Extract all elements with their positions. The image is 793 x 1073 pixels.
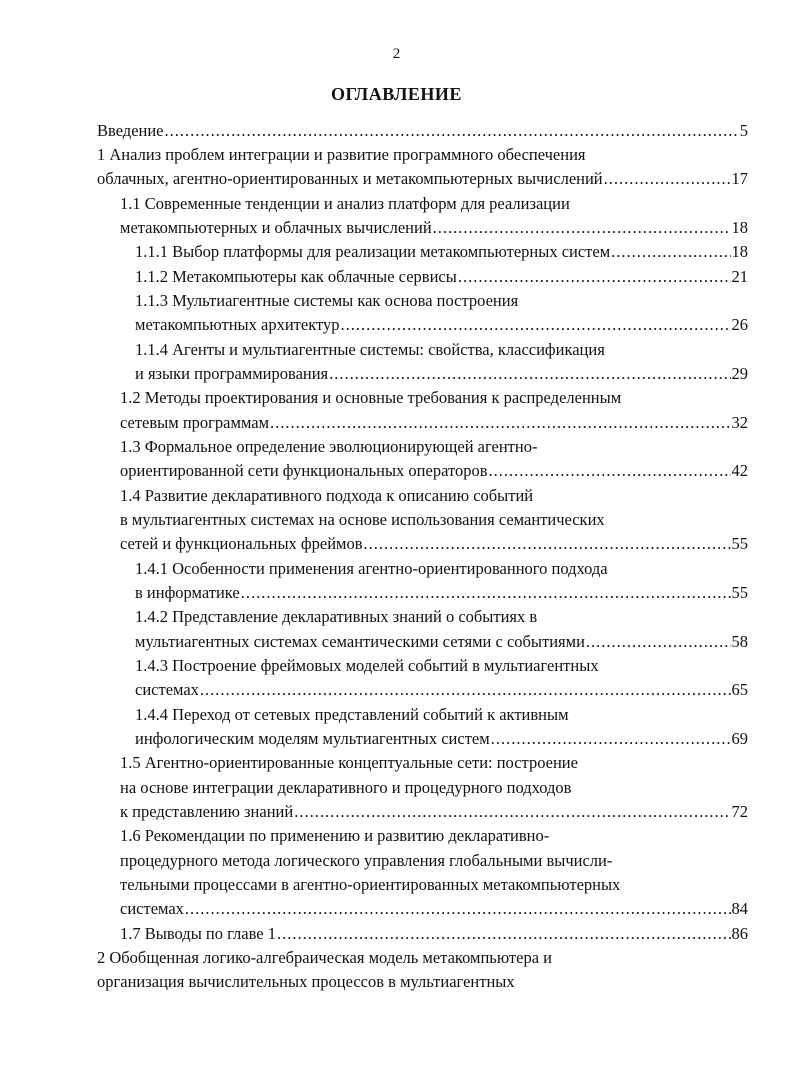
toc-entry-page: 58 [731, 632, 748, 651]
toc-entry-text: 1.1 Современные тенденции и анализ платформ для реализации [120, 194, 570, 213]
toc-entry-text: метакомпьютных архитектур [135, 315, 340, 334]
toc-entry-text: 1.2 Методы проектирования и основные требования к распределенным [120, 388, 622, 407]
toc-entry-text: 1.4 Развитие декларативного подхода к описанию событий [120, 486, 534, 505]
dot-leader [165, 119, 739, 143]
toc-entry-text: ориентированной сети функциональных операторов [120, 461, 488, 480]
toc-entry-text: тельными процессами в агентно-ориентированных метакомпьютерных [120, 875, 621, 894]
toc-entry-text: 1.1.1 Выбор платформы для реализации метакомпьютерных систем [135, 242, 611, 261]
toc-entry-text: 1.4.3 Построение фреймовых моделей событий в мультиагентных [135, 656, 599, 675]
dot-leader [277, 922, 731, 946]
toc-entry-text: процедурного метода логического управления глобальными вычисли- [120, 851, 613, 870]
dot-leader [433, 216, 731, 240]
toc-entry-text: к представлению знаний [120, 802, 294, 821]
toc-entry [120, 435, 748, 459]
toc-entry [135, 678, 748, 702]
dot-leader [241, 581, 731, 605]
toc-entry [120, 532, 748, 556]
toc-entry [120, 484, 748, 508]
dot-leader [364, 532, 731, 556]
dot-leader [458, 265, 731, 289]
toc-entry-text: 1.1.4 Агенты и мультиагентные системы: свойства, классификация [135, 340, 605, 359]
toc-entry [97, 970, 748, 994]
toc-entry-page: 84 [731, 899, 748, 918]
dot-leader [586, 630, 731, 654]
dot-leader [270, 411, 730, 435]
toc-entry [97, 119, 748, 143]
toc-entry-text: системах [135, 680, 199, 699]
toc-entry-text: 1.4.4 Переход от сетевых представлений событий к активным [135, 705, 569, 724]
toc-entry-text: 1.3 Формальное определение эволюционирующей агентно- [120, 437, 538, 456]
toc-entry-text: 1.1.3 Мультиагентные системы как основа построения [135, 291, 519, 310]
toc-entry [120, 922, 748, 946]
toc-entry [120, 849, 748, 873]
toc-entry [120, 386, 748, 410]
toc-entry-text: и языки программирования [135, 364, 329, 383]
toc-entry-page: 72 [731, 802, 748, 821]
toc-entry [135, 630, 748, 654]
toc-entry-text: в мультиагентных системах на основе использования семантических [120, 510, 605, 529]
toc-entry [120, 411, 748, 435]
toc-entry [135, 338, 748, 362]
toc-entry-page: 69 [731, 729, 748, 748]
dot-leader [604, 167, 731, 191]
toc-entry-text: 1.5 Агентно-ориентированные концептуальные сети: построение [120, 753, 578, 772]
toc-entry-text: системах [120, 899, 184, 918]
toc-entry-text: 2 Обобщенная логико-алгебраическая модель метакомпьютера и [97, 948, 552, 967]
toc-entry [97, 167, 748, 191]
toc-entry [120, 897, 748, 921]
toc-entry-text: инфологическим моделям мультиагентных систем [135, 729, 490, 748]
toc-entry-text: 1.4.1 Особенности применения агентно-ориентированного подхода [135, 559, 608, 578]
toc-entry-text: в информатике [135, 583, 240, 602]
toc-entry [120, 776, 748, 800]
toc-entry [97, 946, 748, 970]
toc-entry [135, 581, 748, 605]
toc-entry [135, 557, 748, 581]
toc-entry-page: 5 [739, 121, 748, 140]
toc-entry-text: 1.7 Выводы по главе 1 [120, 924, 276, 943]
toc-entry [135, 605, 748, 629]
toc-entry [135, 240, 748, 264]
toc-entry [135, 362, 748, 386]
toc-entry-page: 55 [731, 583, 748, 602]
toc-entry-page: 55 [731, 534, 748, 553]
toc-entry [120, 508, 748, 532]
toc-entry-page: 18 [731, 218, 748, 237]
toc-entry [135, 703, 748, 727]
toc-entry-page: 32 [731, 413, 748, 432]
toc-entry-page: 21 [731, 267, 748, 286]
toc-entry [120, 751, 748, 775]
toc-entry [120, 824, 748, 848]
toc-entry-text: облачных, агентно-ориентированных и метакомпьютерных вычислений [97, 169, 603, 188]
toc-entry-page: 17 [731, 169, 748, 188]
dot-leader [611, 240, 730, 264]
toc-entry-page: 29 [731, 364, 748, 383]
page-number: 2 [392, 46, 401, 62]
toc-entry-text: на основе интеграции декларативного и процедурного подходов [120, 778, 572, 797]
toc-entry-text: сетевым программам [120, 413, 270, 432]
toc-entry [120, 873, 748, 897]
toc-entry-text: организация вычислительных процессов в мультиагентных [97, 972, 515, 991]
dot-leader [491, 727, 731, 751]
dot-leader [294, 800, 730, 824]
dot-leader [329, 362, 730, 386]
toc-entry-page: 18 [731, 242, 748, 261]
toc-entry-text: 1 Анализ проблем интеграции и развитие программного обеспечения [97, 145, 586, 164]
toc-entry [120, 800, 748, 824]
dot-leader [341, 313, 731, 337]
toc-entry-page: 26 [731, 315, 748, 334]
toc-entry-page: 42 [731, 461, 748, 480]
dot-leader [200, 678, 731, 702]
toc-entry-text: 1.4.2 Представление декларативных знаний о событиях в [135, 607, 538, 626]
toc-entry-text: метакомпьютерных и облачных вычислений [120, 218, 432, 237]
toc-entry [120, 459, 748, 483]
toc-entry-text: Введение [97, 121, 164, 140]
toc-entry-text: 1.6 Рекомендации по применению и развитию декларативно- [120, 826, 550, 845]
toc-entry [135, 313, 748, 337]
toc-entry-page: 65 [731, 680, 748, 699]
toc-entry-page: 86 [731, 924, 748, 943]
toc-entry [97, 143, 748, 167]
toc-entry [135, 727, 748, 751]
toc-entry [135, 289, 748, 313]
toc-entry-text: сетей и функциональных фреймов [120, 534, 363, 553]
toc-entry-text: 1.1.2 Метакомпьютеры как облачные сервисы [135, 267, 457, 286]
dot-leader [489, 459, 731, 483]
toc-entry [135, 654, 748, 678]
toc-entry-text: мультиагентных системах семантическими сетями с событиями [135, 632, 585, 651]
toc-entry [120, 192, 748, 216]
toc-entry [135, 265, 748, 289]
toc-title: ОГЛАВЛЕНИЕ [331, 84, 462, 104]
toc-entry [120, 216, 748, 240]
dot-leader [185, 897, 731, 921]
